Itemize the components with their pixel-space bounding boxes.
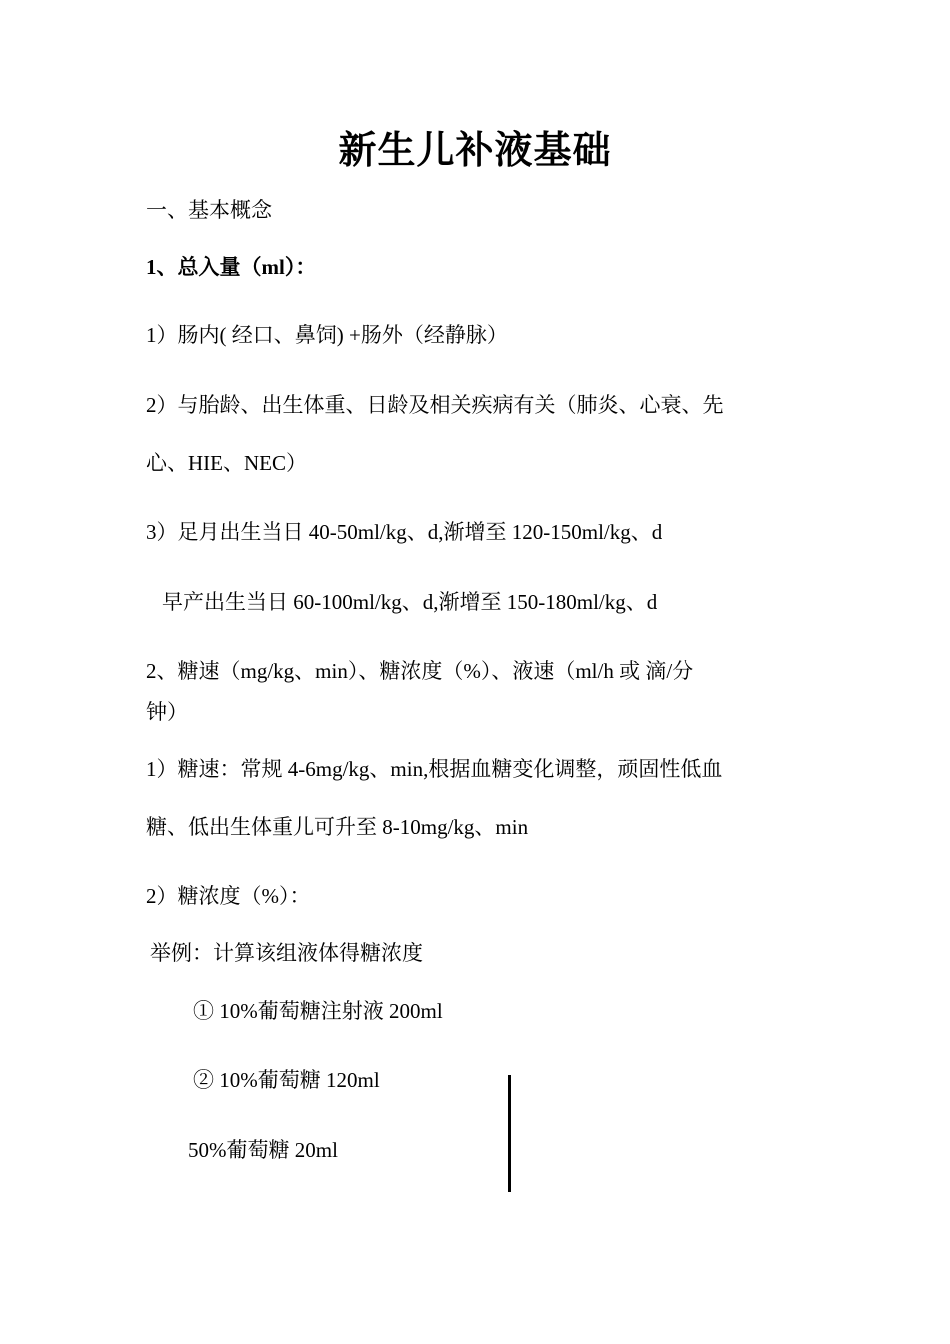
vertical-bracket-line [508,1075,511,1192]
example-item-2a: ② 10%葡萄糖 120ml [193,1068,380,1092]
item1-paragraph-3-line1: 3）足月出生当日 40-50ml/kg、d,渐增至 120-150ml/kg、d [146,520,663,544]
item2-heading-line1: 2、糖速（mg/kg、min）、糖浓度（%）、液速（ml/h 或 滴/分 [146,659,694,683]
page-title: 新生儿补液基础 [338,130,612,172]
item2-paragraph-2: 2）糖浓度（%）： [146,884,311,908]
item1-paragraph-2-line2: 心、HIE、NEC） [146,451,307,475]
item1-paragraph-1: 1）肠内( 经口、鼻饲) +肠外（经静脉） [146,323,508,347]
item2-paragraph-1-line1: 1）糖速：常规 4-6mg/kg、min,根据血糖变化调整，顽固性低血 [146,757,723,781]
item1-paragraph-2-line1: 2）与胎龄、出生体重、日龄及相关疾病有关（肺炎、心衰、先 [146,393,724,417]
item1-paragraph-3-line2: 早产出生当日 60-100ml/kg、d,渐增至 150-180ml/kg、d [162,590,658,614]
section-heading-basic-concepts: 一、基本概念 [146,198,272,222]
example-item-2b: 50%葡萄糖 20ml [188,1138,338,1162]
item1-heading: 1、总入量（ml）： [146,255,317,279]
item2-heading-line2: 钟） [146,700,188,724]
example-intro: 举例：计算该组液体得糖浓度 [150,941,423,965]
example-item-1: ① 10%葡萄糖注射液 200ml [193,999,443,1023]
item2-paragraph-1-line2: 糖、低出生体重儿可升至 8-10mg/kg、min [146,815,529,839]
